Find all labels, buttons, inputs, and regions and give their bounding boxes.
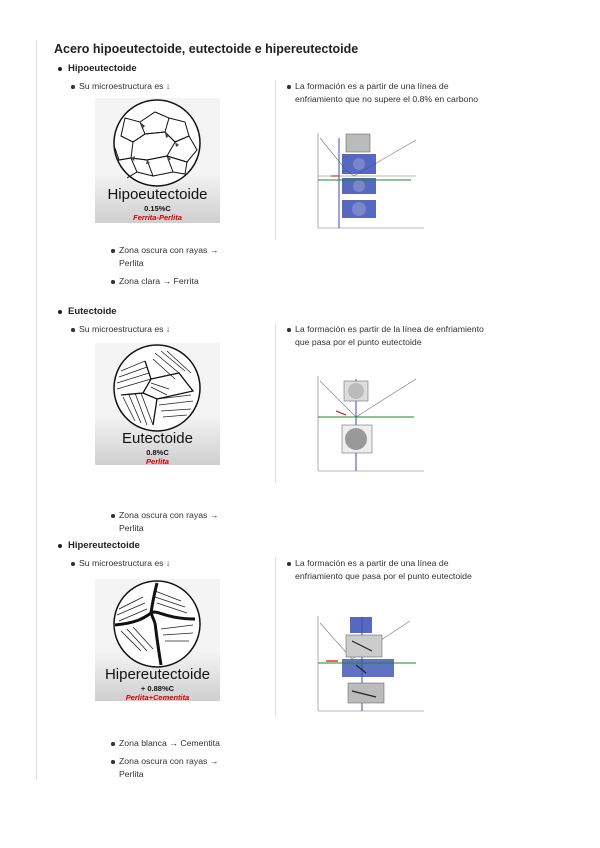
note-item: Zona oscura con rayas → Perlita: [110, 509, 220, 535]
page-title: Acero hipoeutectoide, eutectoide e hipereutectoide: [54, 42, 359, 56]
section-heading: Hipereutectoide: [58, 539, 558, 553]
micrograph-phases: Perlita: [146, 457, 169, 465]
micrograph-name: Hipereutectoide: [104, 666, 211, 683]
right-column: [286, 557, 486, 583]
right-column: [286, 80, 486, 106]
micrograph-hipoeutectoide: [95, 98, 220, 223]
micrograph-carbon: 0.8%C: [146, 448, 169, 457]
notes-list: [110, 737, 220, 786]
microstructure-intro: Su microestructura es ↓: [70, 323, 266, 336]
formation-text: La formación es partir de la línea de enfriamiento que pasa por el punto eutectoide: [286, 323, 486, 349]
microstructure-intro: Su microestructura es ↓: [70, 80, 266, 93]
left-column: [70, 557, 266, 779]
formation-text: La formación es a partir de una línea de enfriamiento que pasa por el punto eutectoide: [286, 557, 486, 583]
note-item: Zona oscura con rayas → Perlita: [110, 755, 220, 781]
micrograph-hipereutectoide: [95, 579, 220, 701]
micrograph-name: Hipoeutectoide: [107, 186, 208, 203]
note-item: Zona oscura con rayas → Perlita: [110, 244, 220, 270]
section-heading: Eutectoide: [58, 305, 558, 319]
micrograph-carbon: 0.15%C: [144, 204, 171, 213]
phase-diagram-image: [306, 128, 426, 238]
left-column: [70, 323, 266, 533]
notes-list: [110, 244, 220, 293]
note-item: Zona clara → Ferrita: [110, 275, 220, 288]
micrograph-eutectoide: [95, 343, 220, 465]
left-column: [70, 80, 266, 286]
notes-list: [110, 509, 220, 540]
right-column: [286, 323, 486, 349]
microstructure-intro: Su microestructura es ↓: [70, 557, 266, 570]
section-hipoeutectoide: [58, 62, 558, 286]
section-hipereutectoide: [58, 539, 558, 779]
phase-diagram-image: [306, 611, 426, 721]
micrograph-phases: Ferrita-Perlita: [133, 213, 182, 222]
phase-diagram-image: [306, 371, 426, 481]
micrograph-name: Eutectoide: [122, 430, 193, 447]
micrograph-phases: Perlita+Cementita: [125, 693, 190, 701]
section-heading: Hipoeutectoide: [58, 62, 558, 76]
page-left-rule: [36, 40, 37, 780]
section-eutectoide: [58, 305, 558, 533]
micrograph-carbon: + 0.88%C: [140, 684, 175, 693]
note-item: Zona blanca → Cementita: [110, 737, 220, 750]
formation-text: La formación es a partir de una línea de enfriamiento que no supere el 0.8% en carbono: [286, 80, 486, 106]
